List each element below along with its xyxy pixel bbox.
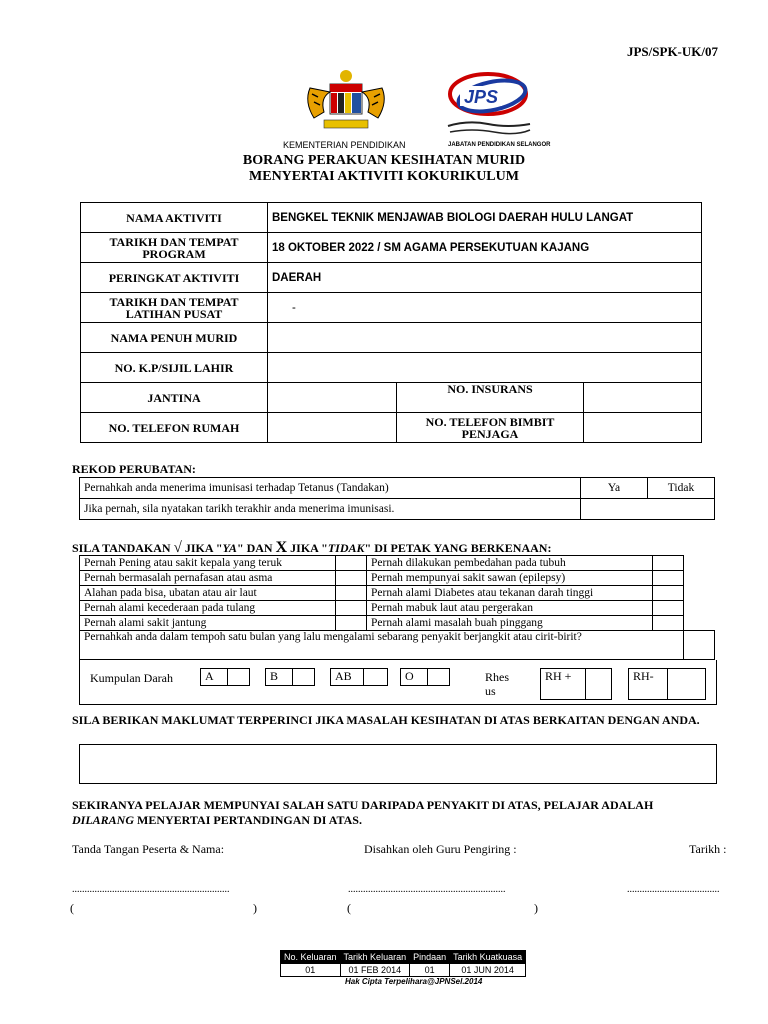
condition-tick-box[interactable] bbox=[653, 586, 684, 601]
imunisasi-date-question: Jika pernah, sila nyatakan tarikh terakhir anda menerima imunisasi. bbox=[80, 499, 581, 520]
guru-signature-line[interactable]: ............................................................... bbox=[348, 884, 506, 895]
nokp-field[interactable] bbox=[268, 353, 702, 383]
rh-negative-box[interactable]: RH- bbox=[628, 668, 706, 700]
tarikh-label: Tarikh : bbox=[689, 842, 727, 856]
condition-tick-box[interactable] bbox=[335, 556, 366, 571]
peringkat-value[interactable]: DAERAH bbox=[268, 263, 702, 293]
condition-label: Pernah dilakukan pembedahan pada tubuh bbox=[366, 556, 652, 571]
footer-header-tarikh-keluaran: Tarikh Keluaran bbox=[340, 951, 410, 964]
tarikh-program-label: TARIKH DAN TEMPAT PROGRAM bbox=[81, 233, 268, 263]
svg-text:JABATAN PENDIDIKAN SELANGOR: JABATAN PENDIDIKAN SELANGOR bbox=[448, 142, 551, 148]
health-detail-field[interactable] bbox=[79, 744, 717, 784]
condition-tick-box[interactable] bbox=[653, 616, 684, 631]
tarikh-latihan-label: TARIKH DAN TEMPAT LATIHAN PUSAT bbox=[81, 293, 268, 323]
tarikh-program-value[interactable]: 18 OKTOBER 2022 / SM AGAMA PERSEKUTUAN KAJANG bbox=[268, 233, 702, 263]
condition-row bbox=[80, 586, 715, 601]
blood-type-o[interactable]: O bbox=[400, 668, 450, 686]
guru-name-close-paren: ) bbox=[534, 901, 538, 915]
tarikh-line[interactable]: ..................................... bbox=[627, 884, 720, 895]
peserta-name-close-paren: ) bbox=[253, 901, 257, 915]
condition-label: Alahan pada bisa, ubatan atau air laut bbox=[80, 586, 336, 601]
insurans-label: NO. INSURANS bbox=[397, 383, 584, 413]
footer-pindaan: 01 bbox=[410, 964, 450, 977]
tel-rumah-label: NO. TELEFON RUMAH bbox=[81, 413, 268, 443]
condition-label: Pernah bermasalah pernafasan atau asma bbox=[80, 571, 336, 586]
guru-name-open-paren: ( bbox=[347, 901, 351, 915]
condition-tick-box[interactable] bbox=[335, 586, 366, 601]
condition-tick-box[interactable] bbox=[653, 556, 684, 571]
cross-mark-icon: X bbox=[275, 539, 288, 556]
form-title: BORANG PERAKUAN KESIHATAN MURID bbox=[242, 153, 526, 168]
condition-tick-box[interactable] bbox=[335, 601, 366, 616]
activity-info-table bbox=[80, 202, 702, 443]
imunisasi-ya[interactable]: Ya bbox=[581, 478, 648, 499]
condition-label: Pernah alami Diabetes atau tekanan darah tinggi bbox=[366, 586, 652, 601]
footer-tarikh-kuatkuasa: 01 JUN 2014 bbox=[450, 964, 526, 977]
footer-header-no-keluaran: No. Keluaran bbox=[281, 951, 341, 964]
malaysia-crest-logo bbox=[300, 68, 392, 138]
condition-label: Pernah alami sakit jantung bbox=[80, 616, 336, 631]
condition-row bbox=[80, 571, 715, 586]
rh-positive-box[interactable]: RH + bbox=[540, 668, 612, 700]
condition-label: Pernah alami masalah buah pinggang bbox=[366, 616, 652, 631]
peserta-name-open-paren: ( bbox=[70, 901, 74, 915]
revision-table bbox=[280, 950, 526, 977]
condition-row bbox=[80, 616, 715, 631]
berjangkit-tick[interactable] bbox=[684, 631, 715, 660]
condition-tick-box[interactable] bbox=[653, 601, 684, 616]
copyright-text: Hak Cipta Terpelihara@JPNSel.2014 bbox=[345, 977, 483, 986]
footer-header-tarikh-kuatkuasa: Tarikh Kuatkuasa bbox=[450, 951, 526, 964]
tel-penjaga-label: NO. TELEFON BIMBIT PENJAGA bbox=[397, 413, 584, 443]
tel-rumah-field[interactable] bbox=[268, 413, 397, 443]
tel-penjaga-field[interactable] bbox=[584, 413, 702, 443]
condition-label: Pernah mabuk laut atau pergerakan bbox=[366, 601, 652, 616]
svg-text:JPS: JPS bbox=[464, 87, 499, 107]
condition-tick-box[interactable] bbox=[653, 571, 684, 586]
form-subtitle: MENYERTAI AKTIVITI KOKURIKULUM bbox=[249, 169, 519, 184]
peringkat-label: PERINGKAT AKTIVITI bbox=[81, 263, 268, 293]
peserta-signature-line[interactable]: ............................................................... bbox=[72, 884, 230, 895]
nama-murid-label: NAMA PENUH MURID bbox=[81, 323, 268, 353]
peserta-signature-label: Tanda Tangan Peserta & Nama: bbox=[72, 842, 225, 856]
tarikh-latihan-value[interactable]: - bbox=[268, 293, 702, 323]
nama-aktiviti-label: NAMA AKTIVITI bbox=[81, 203, 268, 233]
blood-group-row bbox=[79, 660, 717, 705]
guru-signature-label: Disahkan oleh Guru Pengiring : bbox=[364, 842, 517, 856]
ministry-label: KEMENTERIAN PENDIDIKAN bbox=[283, 140, 406, 150]
condition-label: Pernah alami kecederaan pada tulang bbox=[80, 601, 336, 616]
rekod-heading: REKOD PERUBATAN: bbox=[72, 462, 196, 476]
condition-tick-box[interactable] bbox=[335, 616, 366, 631]
footer-no-keluaran: 01 bbox=[281, 964, 341, 977]
imunisasi-date-field[interactable] bbox=[581, 499, 715, 520]
condition-tick-box[interactable] bbox=[335, 571, 366, 586]
imunisasi-tidak[interactable]: Tidak bbox=[648, 478, 715, 499]
detail-heading: SILA BERIKAN MAKLUMAT TERPERINCI JIKA MASALAH KESIHATAN DI ATAS BERKAITAN DENGAN ANDA. bbox=[72, 713, 700, 727]
condition-label: Pernah Pening atau sakit kepala yang teruk bbox=[80, 556, 336, 571]
condition-row bbox=[80, 556, 715, 571]
blood-type-ab[interactable]: AB bbox=[330, 668, 388, 686]
nokp-label: NO. K.P/SIJIL LAHIR bbox=[81, 353, 268, 383]
blood-group-label: Kumpulan Darah bbox=[90, 671, 173, 685]
footer-tarikh-keluaran: 01 FEB 2014 bbox=[340, 964, 410, 977]
condition-row bbox=[80, 601, 715, 616]
imunisasi-question: Pernahkah anda menerima imunisasi terhadap Tetanus (Tandakan) bbox=[80, 478, 581, 499]
insurans-field[interactable] bbox=[584, 383, 702, 413]
nama-murid-field[interactable] bbox=[268, 323, 702, 353]
tandakan-instruction: SILA TANDAKAN √ JIKA "YA" DAN X JIKA "TIDAK" DI PETAK YANG BERKENAAN: bbox=[72, 539, 552, 556]
conditions-table bbox=[79, 555, 715, 660]
rhesus-label: Rhesus bbox=[485, 670, 509, 698]
nama-aktiviti-value[interactable]: BENGKEL TEKNIK MENJAWAB BIOLOGI DAERAH HULU LANGAT bbox=[268, 203, 702, 233]
jantina-label: JANTINA bbox=[81, 383, 268, 413]
jps-logo bbox=[440, 70, 551, 154]
condition-label: Pernah mempunyai sakit sawan (epilepsy) bbox=[366, 571, 652, 586]
check-mark-icon: √ bbox=[173, 540, 182, 556]
warning-text: SEKIRANYA PELAJAR MEMPUNYAI SALAH SATU DARIPADA PENYAKIT DI ATAS, PELAJAR ADALAH DILARANG MENYERTAI PERTANDINGAN DI ATAS. bbox=[72, 798, 654, 827]
blood-type-a[interactable]: A bbox=[200, 668, 250, 686]
document-code: JPS/SPK-UK/07 bbox=[626, 44, 718, 59]
jantina-field[interactable] bbox=[268, 383, 397, 413]
footer-header-pindaan: Pindaan bbox=[410, 951, 450, 964]
immunisation-table bbox=[79, 477, 715, 520]
berjangkit-question: Pernahkah anda dalam tempoh satu bulan yang lalu mengalami sebarang penyakit berjangkit atau cirit-birit? bbox=[80, 631, 684, 660]
blood-type-b[interactable]: B bbox=[265, 668, 315, 686]
